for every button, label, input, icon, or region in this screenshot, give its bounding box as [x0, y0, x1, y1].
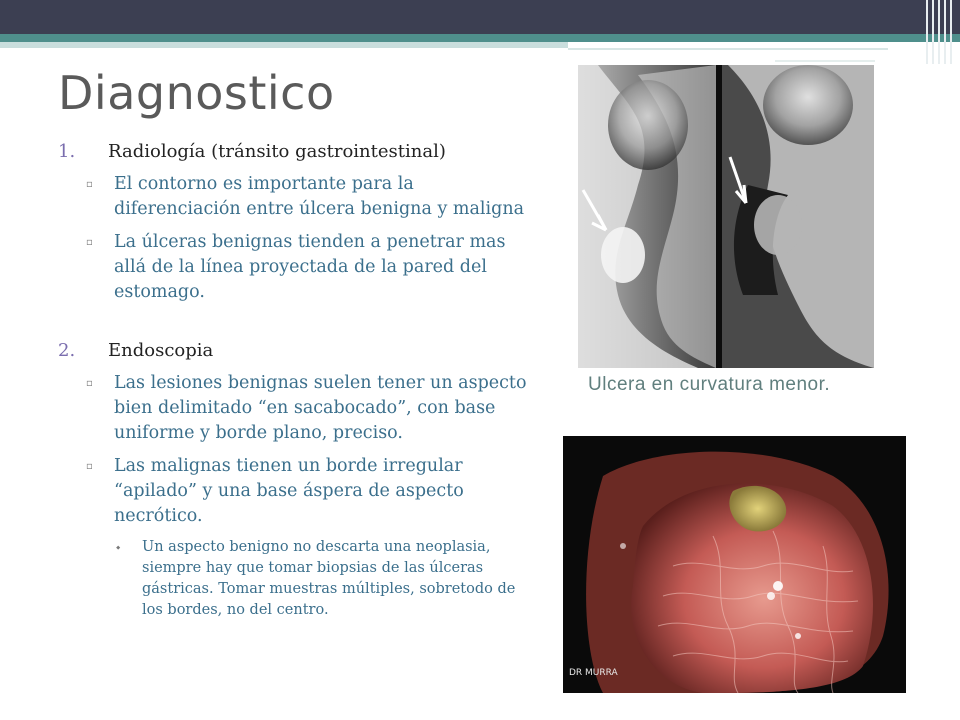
xray-caption: Ulcera en curvatura menor.: [588, 374, 831, 395]
diamond-bullet-icon: ⬩: [116, 540, 121, 554]
square-bullet-icon: ▫: [86, 461, 93, 472]
sub-sub-item-text: Un aspecto benigno no descarta una neoplasia, siempre hay que tomar biopsias de las úlceras gástricas. Tomar muestras múltiples, sobretodo de los bordes, no del centro.: [142, 539, 516, 618]
slide-body: [58, 140, 538, 621]
item-label: Radiología (tránsito gastrointestinal): [108, 141, 446, 162]
endoscopy-watermark: DR MURRA: [569, 668, 618, 678]
xray-image: [578, 65, 874, 368]
sub-item: [58, 172, 538, 222]
square-bullet-icon: ▫: [86, 237, 93, 248]
endoscopy-image: [563, 436, 906, 693]
sub-item: [58, 454, 538, 529]
header-accent-band: [0, 34, 960, 42]
sub-item-text: La úlceras benignas tienden a penetrar mas allá de la línea proyectada de la pared del estomago.: [114, 232, 506, 302]
sub-sub-item: [58, 537, 538, 621]
sub-item-text: Las lesiones benignas suelen tener un aspecto bien delimitado “en sacabocado”, con base uniforme y borde plano, preciso.: [114, 373, 527, 443]
slide-title: Diagnostico: [58, 66, 335, 120]
item-number: 1.: [58, 141, 76, 162]
sub-item-text: Las malignas tienen un borde irregular “apilado” y una base áspera de aspecto necrótico.: [114, 456, 464, 526]
decorative-vertical-bars: [924, 0, 954, 64]
list-item: [58, 140, 538, 164]
list-item: [58, 339, 538, 363]
header-light-band: [0, 42, 568, 48]
header-band: [0, 0, 960, 34]
header-line: [568, 48, 888, 50]
square-bullet-icon: ▫: [86, 179, 93, 190]
square-bullet-icon: ▫: [86, 378, 93, 389]
header-line-short: [775, 60, 875, 62]
sub-item: [58, 371, 538, 446]
item-number: 2.: [58, 340, 76, 361]
item-label: Endoscopia: [108, 340, 214, 361]
sub-item: [58, 230, 538, 305]
sub-item-text: El contorno es importante para la diferenciación entre úlcera benigna y maligna: [114, 174, 525, 219]
